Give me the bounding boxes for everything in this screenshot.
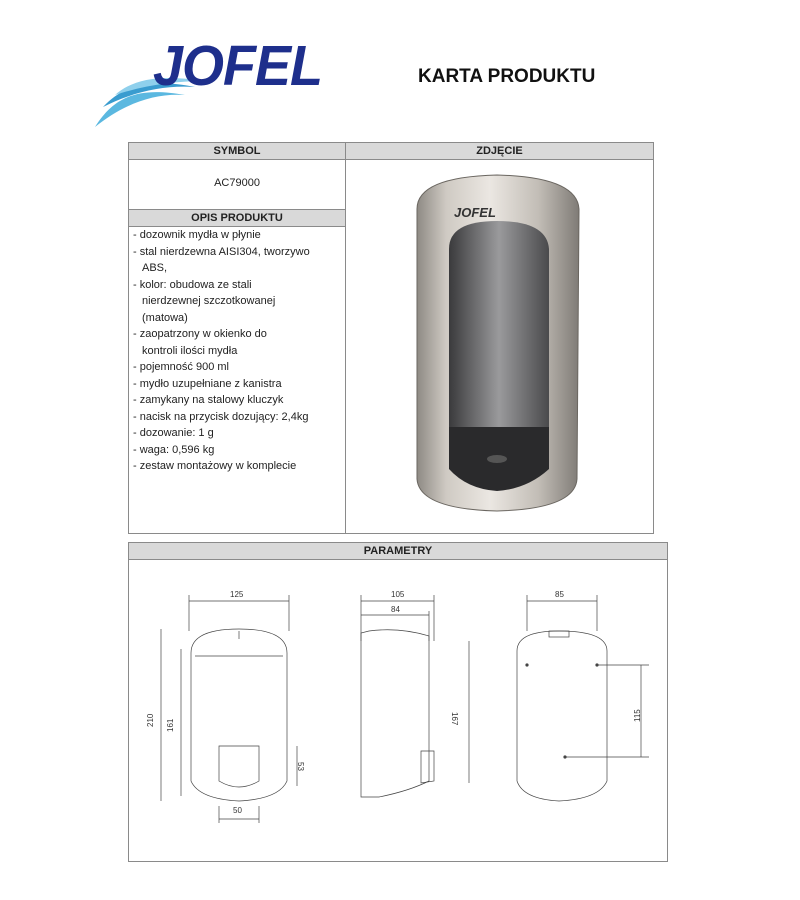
photo-logo: JOFEL: [454, 205, 496, 220]
product-photo: [397, 169, 607, 519]
mount-hole: [525, 663, 528, 666]
page-title: KARTA PRODUKTU: [418, 66, 596, 87]
dim-depth-body: 84: [391, 605, 400, 614]
dim-width: 125: [230, 590, 244, 599]
back-view: [517, 595, 649, 801]
list-item: - stal nierdzewna AISI304, tworzywo: [133, 245, 310, 258]
list-item: - nacisk na przycisk dozujący: 2,4kg: [133, 410, 309, 423]
logo-text: JOFEL: [153, 34, 323, 98]
dim-button-width: 50: [233, 806, 242, 815]
dim-depth-total: 105: [391, 590, 405, 599]
description-list: [133, 227, 343, 475]
list-item: ABS,: [142, 262, 168, 274]
dim-button-height: 53: [296, 762, 305, 771]
front-view: [161, 595, 297, 823]
mount-hole: [563, 755, 566, 758]
dim-side-height: 167: [450, 712, 459, 726]
symbol-value: AC79000: [214, 177, 260, 189]
product-table: [128, 142, 654, 534]
parameters-panel: [128, 542, 668, 862]
list-item: (matowa): [142, 311, 188, 324]
list-item: - zestaw montażowy w komplecie: [133, 460, 297, 472]
list-item: - zaopatrzony w okienko do: [133, 328, 267, 340]
symbol-header: SYMBOL: [129, 143, 345, 160]
column-divider: [345, 143, 346, 533]
list-item: - pojemność 900 ml: [133, 361, 229, 373]
jofel-logo: [95, 35, 325, 135]
list-item: - waga: 0,596 kg: [133, 443, 215, 456]
photo-header: ZDJĘCIE: [346, 143, 653, 160]
list-item: - kolor: obudowa ze stali: [133, 278, 252, 291]
dim-hole-spacing-h: 85: [555, 590, 564, 599]
side-view: [361, 595, 469, 797]
list-item: - dozowanie: 1 g: [133, 427, 214, 439]
list-item: - dozownik mydła w płynie: [133, 229, 261, 241]
dim-height-total: 210: [146, 713, 155, 727]
technical-drawings: [129, 561, 667, 861]
mount-hole: [595, 663, 598, 666]
list-item: kontroli ilości mydła: [142, 344, 238, 357]
dim-hole-spacing-v: 115: [633, 709, 642, 722]
list-item: - mydło uzupełniane z kanistra: [133, 377, 282, 390]
list-item: nierdzewnej szczotkowanej: [142, 295, 276, 307]
parameters-header: PARAMETRY: [129, 543, 667, 560]
description-header: OPIS PRODUKTU: [129, 209, 345, 227]
dim-height-window: 161: [166, 718, 175, 732]
list-item: - zamykany na stalowy kluczyk: [133, 394, 284, 406]
